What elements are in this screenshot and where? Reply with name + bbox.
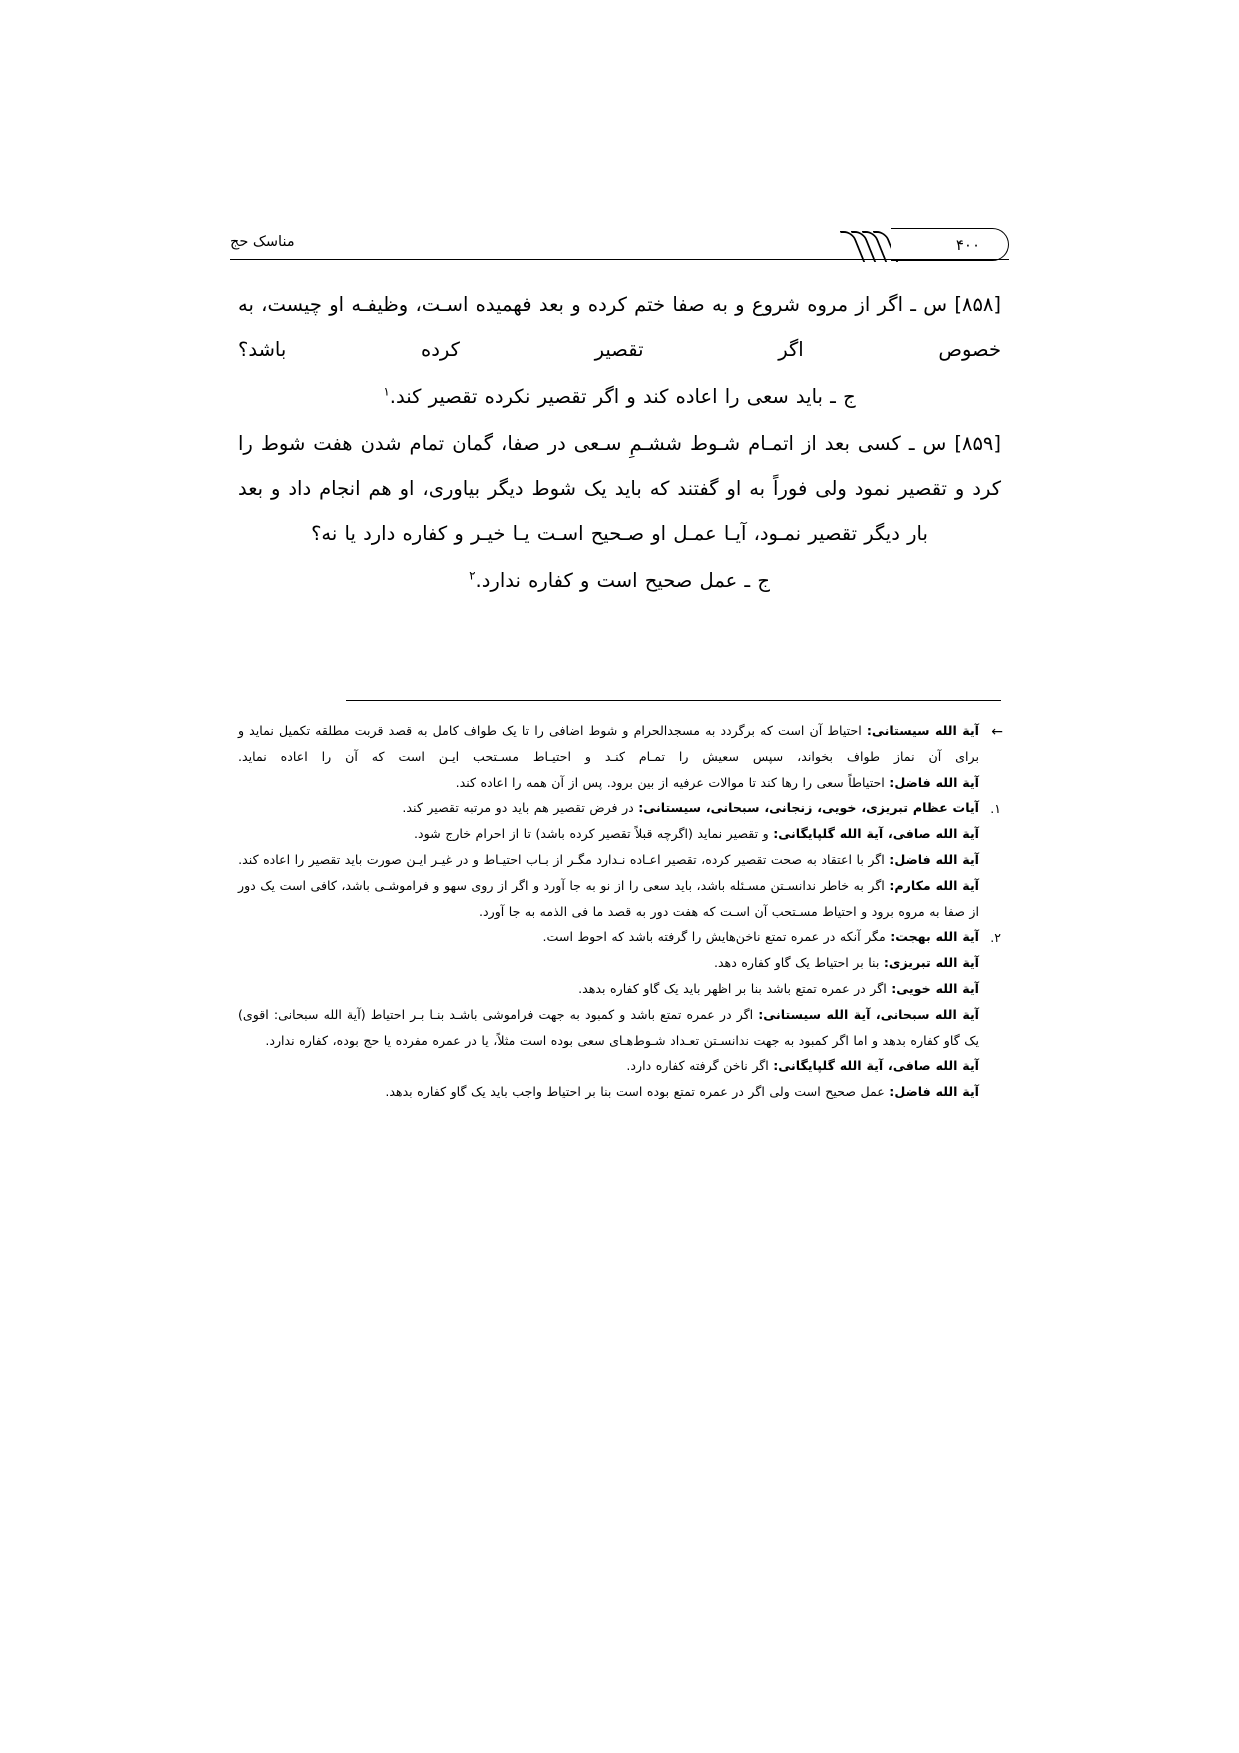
footnote-text: بنا بر احتیاط یک گاو کفاره دهد.	[713, 955, 884, 971]
header-book-title: مناسک حج	[230, 234, 295, 250]
footnote-entry	[238, 718, 979, 770]
footnote-authority: آیة الله فاضل:	[889, 1084, 979, 1100]
footnote-entry	[238, 770, 979, 796]
page-number-capsule	[891, 228, 1009, 261]
footnote-entry	[238, 1079, 979, 1105]
footnotes-section	[238, 718, 1001, 1105]
footnote-group-continuation	[238, 718, 1001, 795]
footnote-group-2	[238, 924, 1001, 1105]
footnote-authority: آیة الله فاضل:	[889, 851, 979, 867]
footnote-text: و تقصیر نماید (اگرچه قبلاً تقصیر کرده باشد) تا از احرام خارج شود.	[414, 826, 774, 842]
footnote-authority: آیة الله صافی، آیة الله گلپایگانی:	[773, 826, 979, 842]
footnote-ref-2: ۲	[469, 568, 476, 583]
footnote-marker-1: ۱.	[990, 801, 1001, 817]
footnote-entry	[238, 976, 979, 1002]
footnote-continuation-arrow-icon: ←	[991, 724, 1001, 740]
answer-859	[238, 558, 1001, 603]
footnote-divider	[346, 700, 1001, 701]
footnote-authority: آیات عظام تبریزی، خویی، زنجانی، سبحانی، سیستانی:	[638, 800, 979, 816]
footnote-authority: آیة الله صافی، آیة الله گلپایگانی:	[773, 1058, 979, 1074]
footnote-text: اگر در عمره تمتع باشد و کمبود به جهت فراموشی باشـد بنـا بـر احتیاط (آیة الله سبحانی: اقوی) یک گاو کفاره بدهد و اما اگر کمبود به جهت ندانسـتن تعـداد شـوط‌هـای سعی بوده است مثلاً، یا در عمره مفرده یا حج بوده، کفاره ندارد.	[238, 1006, 979, 1048]
question-859-text: [۸۵۹] س ـ کسی بعد از اتمـام شـوط ششـمِ سـعی در صفا، گمان تمام شدن هفت شوط را کرد و تقصیر نمود ولی فوراً به او گفتند که باید یک شوط دیگر بیاوری، او هم انجام داد و بعد بار دیگر تقصیر نمـود، آیـا عمـل او صـحیح اسـت یـا خیـر و کفاره دارد یا نه؟	[238, 432, 1001, 545]
footnote-authority: آیة الله سیستانی:	[866, 723, 979, 738]
footnote-text: عمل صحیح است ولی اگر در عمره تمتع بوده است بنا بر احتیاط واجب باید یک گاو کفاره بدهد.	[385, 1084, 890, 1100]
footnote-text: اگر ناخن گرفته کفاره دارد.	[626, 1058, 774, 1074]
footnote-text: احتیاطاً سعی را رها کند تا موالات عرفیه از بین برود. پس از آن همه را اعاده کند.	[455, 774, 890, 790]
footnote-text: اگر به خاطر ندانسـتن مسـئله باشد، باید سعی را از نو به جا آورد و اگر از روی سهو و فراموشـی باشد، کافی است یک دور از صفا به مروه برود و احتیاط مسـتحب آن اسـت که هفت دور به قصد ما فی الذمه به جا آورد.	[238, 877, 979, 919]
footnote-entry	[238, 795, 979, 821]
main-text-body	[238, 282, 1001, 605]
footnote-entry	[238, 924, 979, 950]
answer-858	[238, 374, 1001, 419]
page-number: ۴۰۰	[955, 236, 980, 254]
header-ornament-icon	[847, 229, 893, 262]
answer-858-text: ج ـ باید سعی را اعاده کند و اگر تقصیر نکرده تقصیر کند.	[389, 385, 856, 408]
answer-859-text: ج ـ عمل صحیح است و کفاره ندارد.	[475, 569, 770, 592]
question-858	[238, 282, 1001, 372]
footnote-authority: آیة الله مکارم:	[889, 877, 979, 893]
footnote-group-1	[238, 795, 1001, 924]
footnote-authority: آیة الله بهجت:	[890, 929, 979, 945]
footnote-ref-1: ۱	[383, 384, 390, 399]
footnote-entry	[238, 950, 979, 976]
footnote-authority: آیة الله خویی:	[891, 980, 979, 996]
footnote-text: اگر در عمره تمتع باشد بنا بر اظهر باید یک گاو کفاره بدهد.	[578, 980, 892, 996]
footnote-text: اگر با اعتقاد به صحت تقصیر کرده، تقصیر اعـاده نـدارد مگـر از بـاب احتیـاط و در غیـر ایـن صورت باید تقصیر را اعاده کند.	[238, 851, 890, 867]
page-header	[230, 228, 1009, 262]
footnote-entry	[238, 847, 979, 873]
header-divider	[230, 259, 1009, 260]
footnote-authority: آیة الله فاضل:	[889, 774, 979, 790]
footnote-marker-2: ۲.	[990, 930, 1001, 946]
footnote-text: احتیاط آن است که برگردد به مسجدالحرام و شوط اضافی را تا یک طواف کامل به قصد قربت مطلقه تکمیل نماید و برای آن نماز طواف بخواند، سپس سعیش را تمـام کنـد و احتیـاط مسـتحب ایـن است که آن را اعاده نماید.	[238, 723, 979, 764]
footnote-entry	[238, 1002, 979, 1054]
footnote-text: مگر آنکه در عمره تمتع ناخن‌هایش را گرفته باشد که احوط است.	[542, 929, 891, 945]
footnote-entry	[238, 873, 979, 925]
footnote-authority: آیة الله تبریزی:	[883, 955, 979, 971]
question-859	[238, 421, 1001, 556]
footnote-authority: آیة الله سبحانی، آیة الله سیستانی:	[758, 1006, 979, 1022]
footnote-entry	[238, 1053, 979, 1079]
footnote-text: در فرض تقصیر هم باید دو مرتبه تقصیر کند.	[402, 800, 639, 816]
footnote-entry	[238, 821, 979, 847]
question-858-text: [۸۵۸] س ـ اگر از مروه شروع و به صفا ختم کرده و بعد فهمیده اسـت، وظیفـه او چیست، به خصوص اگر تقصیر کرده باشد؟	[238, 293, 1001, 361]
